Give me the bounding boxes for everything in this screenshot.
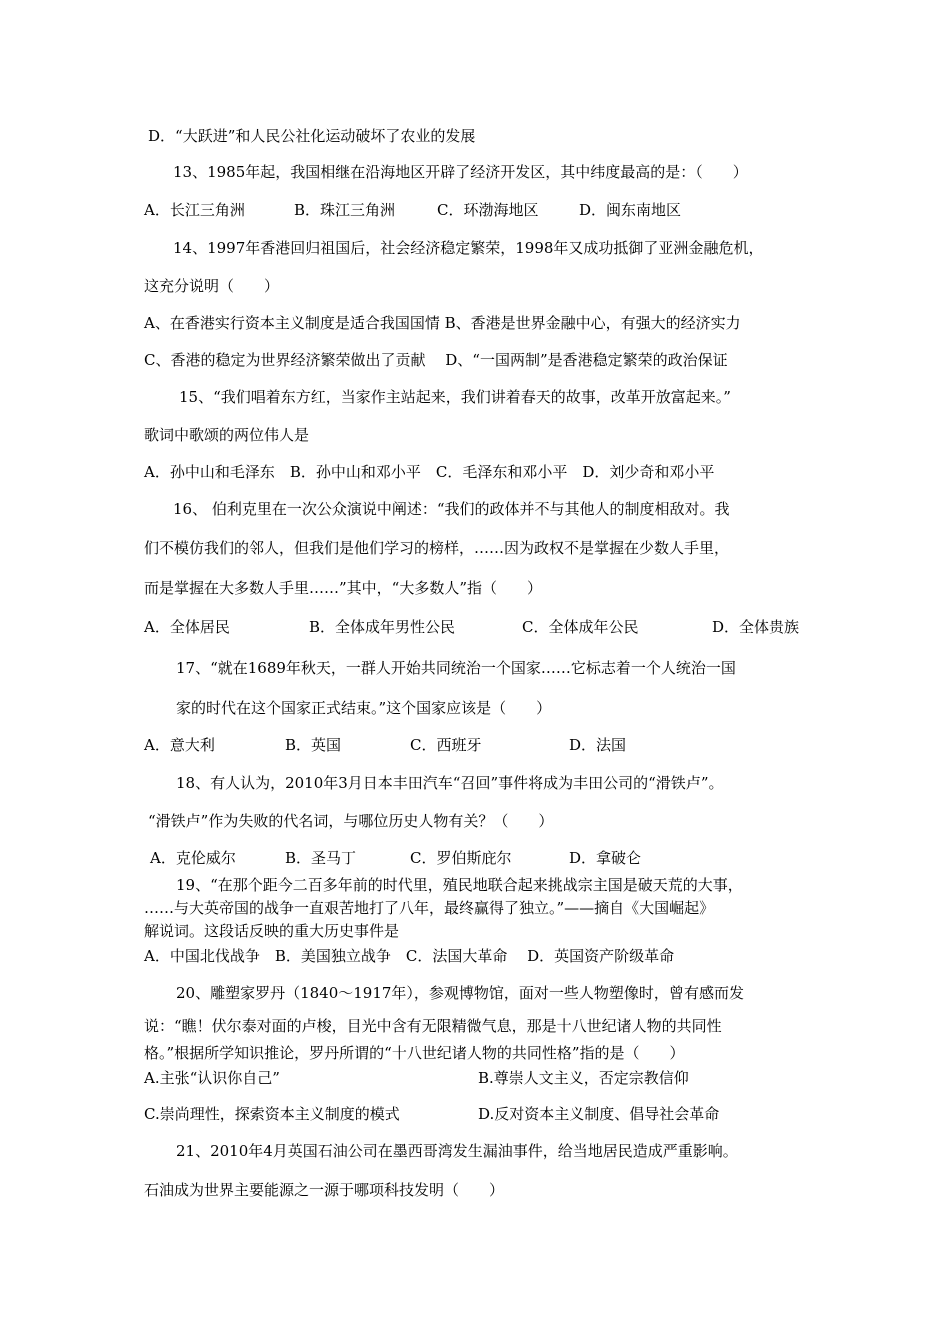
- q13-option-c: C．环渤海地区: [437, 201, 539, 219]
- q13-stem: 13、1985年起，我国相继在沿海地区开辟了经济开发区，其中纬度最高的是：（ ）: [173, 163, 748, 181]
- q16-option-d: D．全体贵族: [712, 618, 800, 636]
- q14-stem-line1: 14、1997年香港回归祖国后，社会经济稳定繁荣，1998年又成功抵御了亚洲金融危机，: [173, 239, 764, 257]
- q20-option-d: D.反对资本主义制度、倡导社会革命: [478, 1105, 720, 1123]
- q15-stem-line1: 15、“我们唱着东方红，当家作主站起来，我们讲着春天的故事，改革开放富起来。”: [179, 388, 731, 406]
- q17-stem-line2: 家的时代在这个国家正式结束。”这个国家应该是（ ）: [176, 699, 552, 717]
- q17-option-d: D．法国: [569, 736, 627, 754]
- q18-option-a: A．克伦威尔: [150, 849, 236, 867]
- q17-option-c: C．西班牙: [410, 736, 482, 754]
- q17-stem-line1: 17、“就在1689年秋天，一群人开始共同统治一个国家……它标志着一个人统治一国: [176, 659, 736, 677]
- q16-stem-line2: 们不模仿我们的邻人，但我们是他们学习的榜样，……因为政权不是掌握在少数人手里，: [144, 539, 730, 557]
- q16-stem-line1: 16、 伯利克里在一次公众演说中阐述：“我们的政体并不与其他人的制度相敌对。我: [173, 500, 730, 518]
- q21-stem-line1: 21、2010年4月英国石油公司在墨西哥湾发生漏油事件，给当地居民造成严重影响。: [176, 1142, 738, 1160]
- q20-stem-line2: 说：“瞧！伏尔泰对面的卢梭，目光中含有无限精微气息，那是十八世纪诸人物的共同性: [144, 1017, 722, 1035]
- q19-stem-line1: 19、“在那个距今二百多年前的时代里，殖民地联合起来挑战宗主国是破天荒的大事，: [176, 876, 743, 894]
- q16-option-b: B．全体成年男性公民: [309, 618, 456, 636]
- q19-stem-line3: 解说词。这段话反映的重大历史事件是: [144, 922, 400, 940]
- q13-option-d: D．闽东南地区: [579, 201, 682, 219]
- q18-stem-line1: 18、有人认为，2010年3月日本丰田汽车“召回”事件将成为丰田公司的“滑铁卢”。: [176, 774, 724, 792]
- q20-option-b: B.尊崇人文主义，否定宗教信仰: [478, 1069, 689, 1087]
- q15-stem-line2: 歌词中歌颂的两位伟人是: [144, 426, 310, 444]
- q15-options: A．孙中山和毛泽东 B．孙中山和邓小平 C．毛泽东和邓小平 D．刘少奇和邓小平: [144, 463, 715, 481]
- q16-option-c: C．全体成年公民: [522, 618, 639, 636]
- q12-option-d: D．“大跃进”和人民公社化运动破坏了农业的发展: [148, 127, 476, 145]
- q20-stem-line3: 格。”根据所学知识推论，罗丹所谓的“十八世纪诸人物的共同性格”指的是（ ）: [144, 1044, 685, 1062]
- q18-option-d: D．拿破仑: [569, 849, 642, 867]
- q14-options-cd: C、香港的稳定为世界经济繁荣做出了贡献 D、“一国两制”是香港稳定繁荣的政治保证: [144, 351, 728, 369]
- q19-stem-line2: ……与大英帝国的战争一直艰苦地打了八年，最终赢得了独立。”——摘自《大国崛起》: [144, 899, 715, 917]
- q13-option-b: B．珠江三角洲: [294, 201, 396, 219]
- q20-option-a: A.主张“认识你自己”: [144, 1069, 280, 1087]
- q16-option-a: A．全体居民: [144, 618, 230, 636]
- q20-option-c: C.崇尚理性，探索资本主义制度的模式: [144, 1105, 400, 1123]
- q18-option-c: C．罗伯斯庇尔: [410, 849, 512, 867]
- q14-options-ab: A、在香港实行资本主义制度是适合我国国情 B、香港是世界金融中心，有强大的经济实力: [144, 314, 741, 332]
- q21-stem-line2: 石油成为世界主要能源之一源于哪项科技发明（ ）: [144, 1181, 505, 1199]
- q20-stem-line1: 20、雕塑家罗丹（1840～1917年），参观博物馆，面对一些人物塑像时，曾有感而发: [176, 984, 744, 1002]
- q17-option-b: B．英国: [285, 736, 342, 754]
- q17-option-a: A．意大利: [144, 736, 215, 754]
- q18-stem-line2: “滑铁卢”作为失败的代名词，与哪位历史人物有关？（ ）: [148, 812, 554, 830]
- q13-option-a: A．长江三角洲: [144, 201, 245, 219]
- q18-option-b: B．圣马丁: [285, 849, 357, 867]
- q14-stem-line2: 这充分说明（ ）: [144, 277, 280, 295]
- q16-stem-line3: 而是掌握在大多数人手里……”其中，“大多数人”指（ ）: [144, 579, 543, 597]
- q19-options: A．中国北伐战争 B．美国独立战争 C．法国大革命 D．英国资产阶级革命: [144, 947, 675, 965]
